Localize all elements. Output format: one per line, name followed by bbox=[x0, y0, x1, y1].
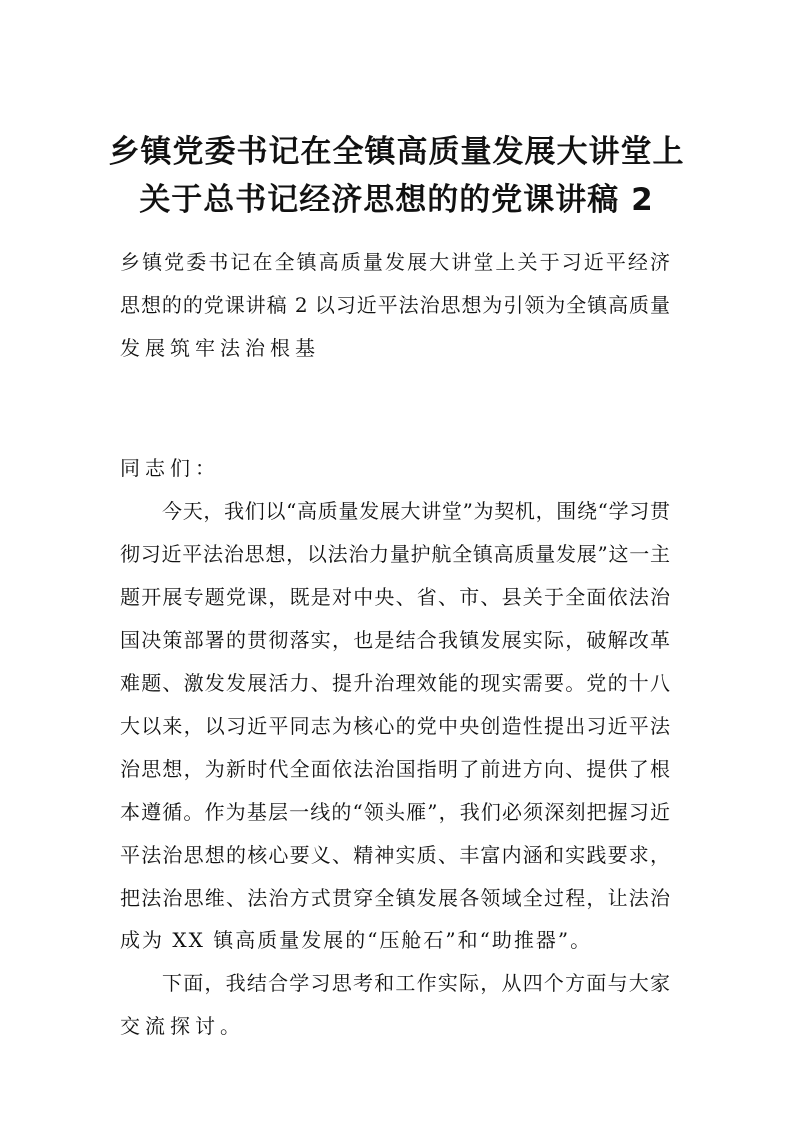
paragraph-line: 平法治思想的核心要义、精神实质、丰富内涵和实践要求， bbox=[120, 843, 670, 867]
paragraph-line: 国决策部署的贯彻落实，也是结合我镇发展实际，破解改革 bbox=[120, 628, 670, 652]
document-title-line-1: 乡镇党委书记在全镇高质量发展大讲堂上 bbox=[108, 134, 685, 170]
paragraph-line: 难题、激发发展活力、提升治理效能的现实需要。党的十八 bbox=[120, 671, 670, 695]
document-title-line-2: 关于总书记经济思想的的党课讲稿 2 bbox=[139, 182, 654, 218]
paragraph-line: 成为 XX 镇高质量发展的“压舱石”和“助推器”。 bbox=[120, 928, 593, 952]
subtitle-line: 思想的的党课讲稿 2 以习近平法治思想为引领为全镇高质量 bbox=[120, 293, 670, 317]
paragraph-line: 本遵循。作为基层一线的“领头雁”，我们必须深刻把握习近 bbox=[120, 800, 670, 824]
paragraph-line: 把法治思维、法治方式贯穿全镇发展各领域全过程，让法治 bbox=[120, 886, 670, 910]
paragraph-line: 交流探讨。 bbox=[120, 1014, 245, 1038]
subtitle-line: 乡镇党委书记在全镇高质量发展大讲堂上关于习近平经济 bbox=[120, 250, 670, 274]
subtitle-line: 发展筑牢法治根基 bbox=[120, 336, 320, 360]
paragraph-line: 大以来，以习近平同志为核心的党中央创造性提出习近平法 bbox=[120, 714, 670, 738]
greeting: 同志们： bbox=[120, 456, 220, 480]
paragraph-line: 题开展专题党课，既是对中央、省、市、县关于全面依法治 bbox=[120, 585, 670, 609]
paragraph-line: 治思想，为新时代全面依法治国指明了前进方向、提供了根 bbox=[120, 757, 670, 781]
paragraph-line: 彻习近平法治思想，以法治力量护航全镇高质量发展”这一主 bbox=[120, 542, 670, 566]
paragraph-line: 今天，我们以“高质量发展大讲堂”为契机，围绕“学习贯 bbox=[162, 499, 670, 523]
paragraph-line: 下面，我结合学习思考和工作实际，从四个方面与大家 bbox=[162, 971, 670, 995]
